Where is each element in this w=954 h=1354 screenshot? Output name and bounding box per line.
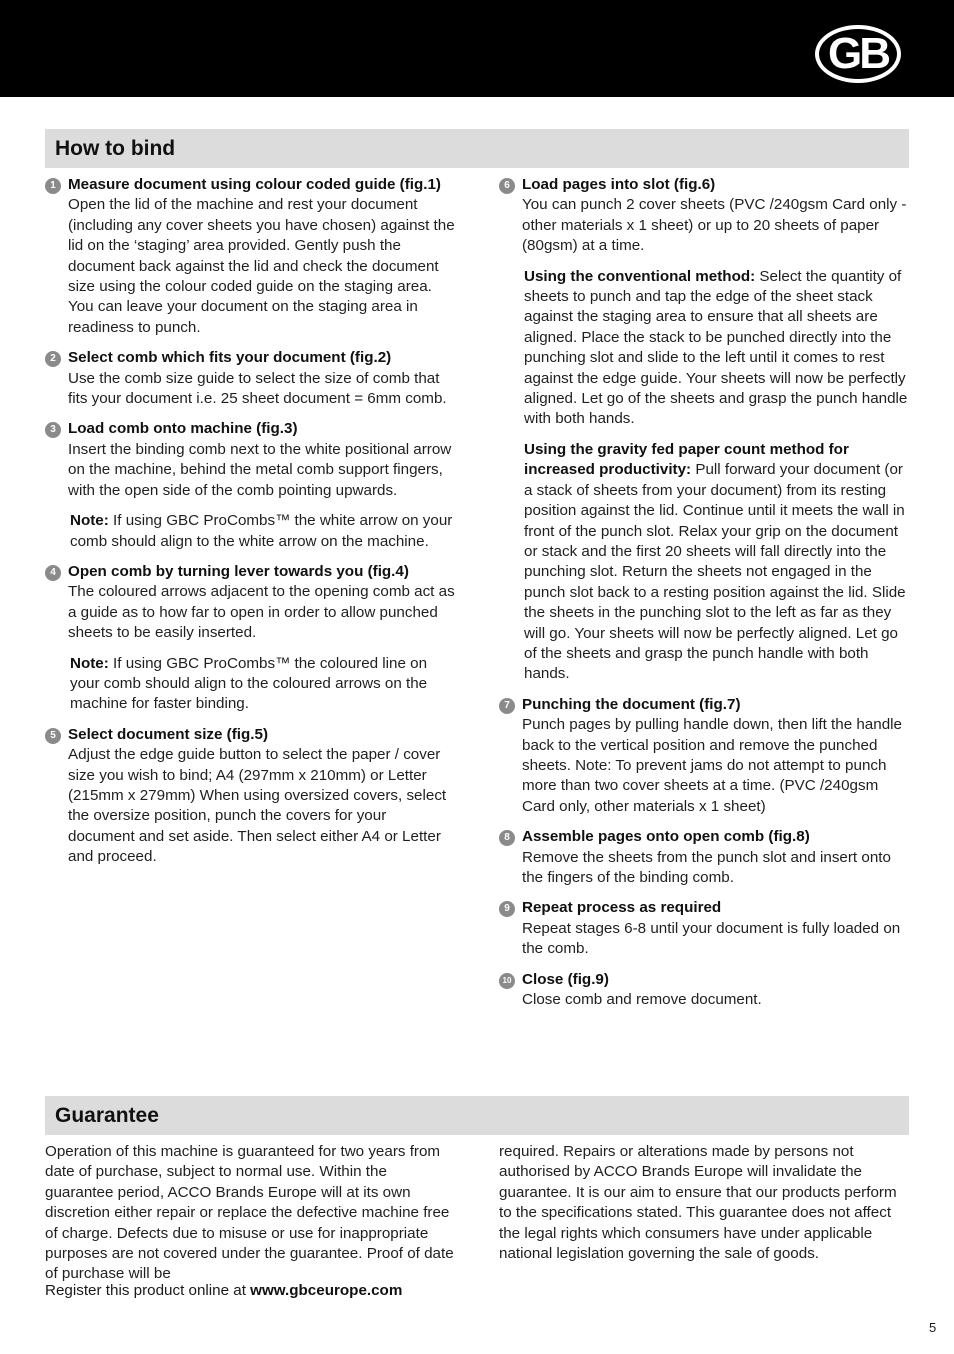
step-5	[45, 725, 457, 868]
step-number-icon: 6	[499, 178, 515, 194]
step-7	[499, 695, 910, 817]
step-number-icon: 1	[45, 178, 61, 194]
method-label: Using the gravity fed paper count method for increased productivity:	[524, 440, 849, 479]
right-column	[499, 175, 910, 1020]
step-title: Punching the document (fig.7)	[522, 695, 741, 713]
step-body: You can punch 2 cover sheets (PVC /240gsm Card only - other materials x 1 sheet) or up to 20 sheets of paper (80gsm) at a time.	[522, 196, 907, 255]
gravity-fed-method	[524, 440, 910, 685]
step-body: Use the comb size guide to select the size of comb that fits your document i.e. 25 sheet document = 6mm comb.	[68, 369, 447, 408]
step-number-icon: 9	[499, 901, 515, 917]
step-body: Punch pages by pulling handle down, then lift the handle back to the vertical position and remove the punched sheets. Note: To prevent jams do not attempt to punch more than two cover sheets at a time. (PVC /240gsm Card only, other materials x 1 sheet)	[522, 716, 902, 815]
step-number-icon: 2	[45, 351, 61, 367]
note-text: If using GBC ProCombs™ the white arrow on your comb should align to the white arrow on the machine.	[70, 512, 453, 550]
step-1	[45, 175, 457, 338]
conventional-method	[524, 267, 910, 430]
note-label: Note:	[70, 654, 109, 672]
step-4	[45, 562, 457, 715]
register-prefix: Register this product online at	[45, 1282, 251, 1299]
step-body: Adjust the edge guide button to select the paper / cover size you wish to bind; A4 (297mm x 210mm) or Letter (215mm x 279mm) When using oversized covers, select the oversize position, punch the covers for your document and set aside. Then select either A4 or Letter and proceed.	[68, 746, 447, 866]
step-body: Open the lid of the machine and rest your document (including any cover sheets you have chosen) against the lid on the ‘staging’ area provided. Gently push the document back against the lid and check the document size using the colour coded guide on the staging area. You can leave your document on the staging area in readiness to punch.	[68, 196, 455, 336]
step-9	[499, 898, 910, 959]
step-title: Select document size (fig.5)	[68, 725, 269, 743]
step-6	[499, 175, 910, 685]
method-text: Select the quantity of sheets to punch and tap the edge of the sheet stack against the staging area to ensure that all sheets are aligned. Place the stack to be punched directly into the punching slot and slide to the left until it comes to rest against the edge guide. Your sheets will now be perfectly aligned. Let go of the sheets and grasp the punch handle with both hands.	[524, 267, 908, 428]
step-10	[499, 970, 910, 1011]
guarantee-text-right: required. Repairs or alterations made by persons not authorised by ACCO Brands Europe will invalidate the guarantee. It is our aim to ensure that our products perform to the specifications stated. This guarantee does not affect the legal rights which consumers have under applicable national legislation governing the sale of goods.	[499, 1143, 897, 1263]
guarantee-heading-bar	[45, 1096, 909, 1135]
register-link[interactable]: www.gbceurope.com	[250, 1282, 403, 1299]
step-number-icon: 4	[45, 565, 61, 581]
step-note	[70, 511, 457, 552]
header-bar	[0, 0, 954, 97]
page-number: 5	[929, 1320, 937, 1335]
step-note	[70, 654, 457, 715]
gb-badge-logo: GB	[815, 25, 901, 83]
step-title: Repeat process as required	[522, 899, 722, 917]
step-title: Assemble pages onto open comb (fig.8)	[522, 828, 810, 846]
step-body: Insert the binding comb next to the white positional arrow on the machine, behind the metal comb support fingers, with the open side of the comb pointing upwards.	[68, 440, 452, 499]
left-column	[45, 175, 457, 878]
step-body: Remove the sheets from the punch slot and insert onto the fingers of the binding comb.	[522, 848, 891, 886]
step-3	[45, 419, 457, 551]
section-title: How to bind	[55, 137, 176, 160]
step-title: Close (fig.9)	[522, 970, 609, 988]
step-number-icon: 7	[499, 698, 515, 714]
section-title: Guarantee	[55, 1104, 159, 1127]
step-title: Measure document using colour coded guide (fig.1)	[68, 176, 441, 193]
step-title: Select comb which fits your document (fig.2)	[68, 349, 392, 367]
step-body: The coloured arrows adjacent to the opening comb act as a guide as to how far to open in order to allow punched sheets to be easily inserted.	[68, 583, 455, 642]
step-body: Repeat stages 6-8 until your document is fully loaded on the comb.	[522, 919, 901, 958]
step-title: Open comb by turning lever towards you (fig.4)	[68, 562, 409, 580]
guarantee-text-left: Operation of this machine is guaranteed for two years from date of purchase, subject to normal use. Within the guarantee period, ACCO Brands Europe will at its own discretion either repair or replace the defective machine free of charge. Defects due to misuse or use for inappropriate purposes are not covered under the guarantee. Proof of date of purchase will be	[45, 1143, 454, 1283]
how-to-bind-heading-bar	[45, 129, 909, 168]
step-body: Close comb and remove document.	[522, 991, 762, 1009]
step-title: Load pages into slot (fig.6)	[522, 176, 716, 193]
step-number-icon: 8	[499, 830, 515, 846]
step-2	[45, 348, 457, 409]
method-label: Using the conventional method:	[524, 267, 756, 285]
step-title: Load comb onto machine (fig.3)	[68, 420, 298, 438]
step-number-icon: 3	[45, 422, 61, 438]
step-number-icon: 5	[45, 728, 61, 744]
note-text: If using GBC ProCombs™ the coloured line on your comb should align to the coloured arrows on the machine for faster binding.	[70, 654, 428, 713]
register-line	[45, 1281, 402, 1301]
method-text: Pull forward your document (or a stack of sheets from your document) from its resting position against the lid. Continue until it meets the wall in front of the punch slot. Relax your grip on the document or stack and the first 20 sheets will fall directly into the punching slot. Return the sheets not engaged in the punch slot back to a resting position against the lid. Slide the sheets in the punching slot to the left as far as they will go. Your sheets will now be perfectly aligned. Let go of the sheets and grasp the punch handle with both hands.	[524, 461, 906, 683]
step-number-icon: 10	[499, 973, 515, 989]
note-label: Note:	[70, 512, 109, 530]
step-8	[499, 827, 910, 888]
